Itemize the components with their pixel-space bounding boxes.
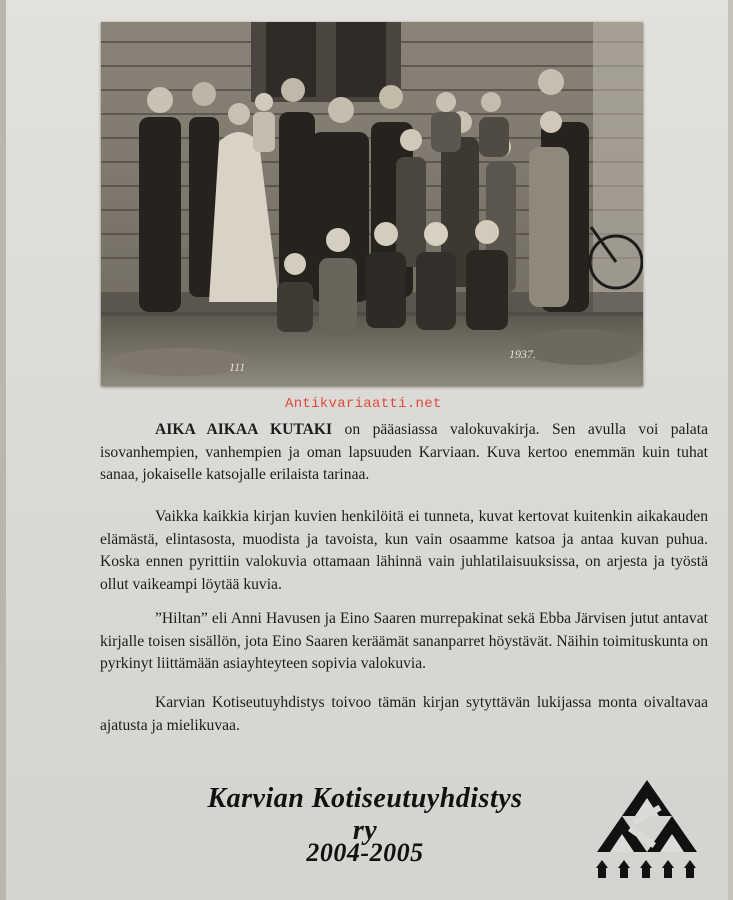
publisher-name: Karvian Kotiseutuyhdistys ry (207, 783, 523, 846)
publication-years: 2004-2005 (306, 838, 424, 867)
society-logo-icon (592, 772, 712, 884)
paragraph-intro (100, 419, 708, 487)
paragraph-stories (100, 608, 708, 676)
group-photo-1937 (101, 22, 643, 386)
paragraph-stories-text: ”Hiltan” eli Anni Havusen ja Eino Saaren murrepakinat sekä Ebba Järvisen jutut antavat kirjalle toisen sisällön, jota Eino Saaren keräämät sananparret höystävät. Näihin toimituskunta on pyrkinyt liittämään asiayhteyteen sopivia valokuvia. (100, 610, 708, 672)
photo-caption-year: 1937. (509, 347, 536, 361)
paragraph-wish (100, 692, 708, 737)
paragraph-wish-text: Karvian Kotiseutuyhdistys toivoo tämän kirjan sytyttävän lukijassa monta oivaltavaa ajatusta ja mielikuvaa. (100, 694, 708, 734)
photo-caption-left: 111 (229, 360, 246, 374)
watermark: Antikvariaatti.net (285, 396, 442, 412)
paragraph-intro-text: on pääasiassa valokuvakirja. Sen avulla voi palata isovanhempien, vanhempien ja oman lapsuuden Karviaan. Kuva kertoo enemmän kuin tuhat sanaa, jokaiselle katsojalle erilaista tarinaa. (100, 421, 708, 483)
book-title: AIKA AIKAA KUTAKI (155, 421, 333, 438)
paragraph-people-text: Vaikka kaikkia kirjan kuvien henkilöitä ei tunneta, kuvat kertovat kuitenkin aikakauden elämästä, elintasosta, muodista ja tavoista, kun vain osaamme katsoa ja antaa kuvan puhua. Koska ennen pyrittiin valokuvia ottamaan lähinnä vain juhlatilaisuuksissa, on arjesta ja työstä ollut vaikeampi löytää kuvia. (100, 508, 708, 593)
paragraph-people (100, 506, 708, 596)
